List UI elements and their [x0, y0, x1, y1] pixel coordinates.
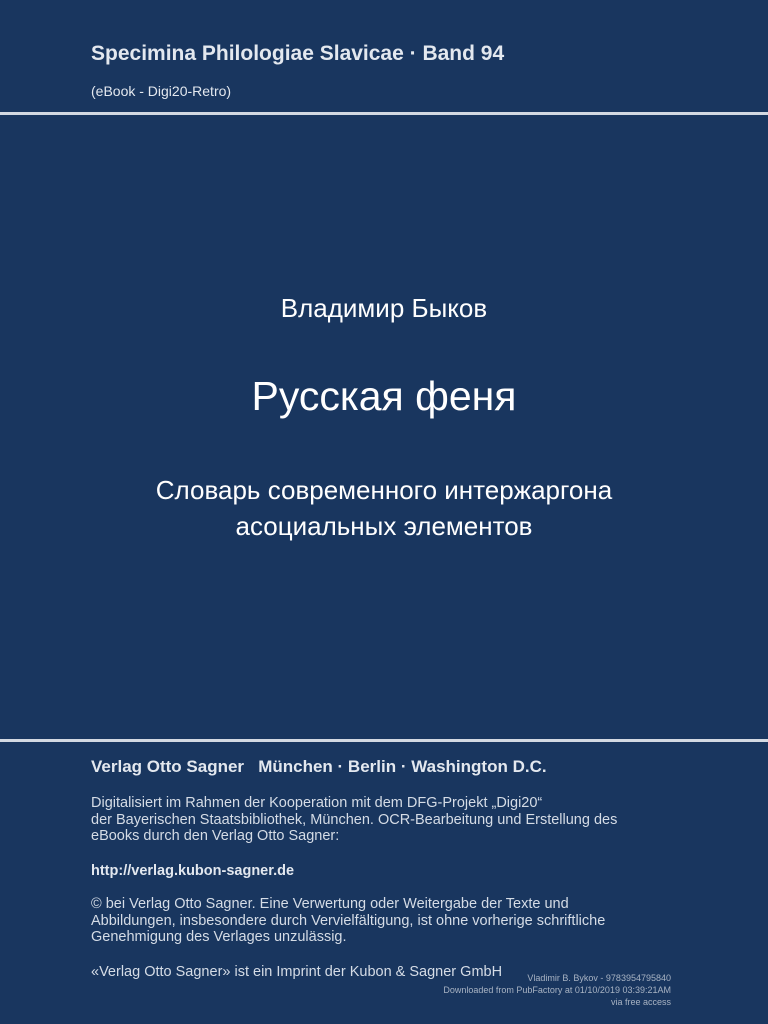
imprint-line: «Verlag Otto Sagner» ist ein Imprint der Kubon & Sagner GmbH: [91, 964, 503, 980]
author-name: Владимир Быков: [280, 293, 488, 323]
copyright-line-1: © bei Verlag Otto Sagner. Eine Verwertung oder Weitergabe der Texte und: [91, 896, 569, 912]
digitization-line-2: der Bayerischen Staatsbibliothek, München. OCR-Bearbeitung und Erstellung des: [91, 811, 618, 828]
edition-note: (eBook - Digi20-Retro): [91, 83, 232, 99]
book-subtitle: [0, 472, 768, 544]
subtitle-line-1: Словарь современного интержаргона: [155, 475, 613, 505]
series-title: Specimina Philologiae Slavicae · Band 94: [91, 42, 505, 65]
copyright-line-3: Genehmigung des Verlages unzulässig.: [91, 929, 347, 945]
subtitle-line-2: асоциальных элементов: [235, 511, 533, 541]
publisher-url[interactable]: http://verlag.kubon-sagner.de: [91, 863, 295, 879]
watermark-line-3: via free access: [610, 997, 671, 1007]
digitization-note: [91, 795, 671, 845]
bottom-divider: [0, 739, 768, 742]
digitization-line-1: Digitalisiert im Rahmen der Kooperation mit dem DFG-Projekt „Digi20“: [91, 795, 543, 811]
copyright-note: [91, 896, 671, 946]
book-title: Русская феня: [251, 373, 517, 419]
publisher-line: Verlag Otto Sagner München · Berlin · Washington D.C.: [91, 757, 547, 776]
top-divider: [0, 112, 768, 115]
watermark-line-1: Vladimir B. Bykov - 9783954795840: [527, 973, 671, 983]
digitization-line-3: eBooks durch den Verlag Otto Sagner:: [91, 828, 340, 844]
watermark-line-2: Downloaded from PubFactory at 01/10/2019 03:39:21AM: [443, 985, 671, 995]
download-watermark: [443, 972, 671, 1008]
copyright-line-2: Abbildungen, insbesondere durch Vervielfältigung, ist ohne vorherige schriftliche: [91, 912, 606, 929]
